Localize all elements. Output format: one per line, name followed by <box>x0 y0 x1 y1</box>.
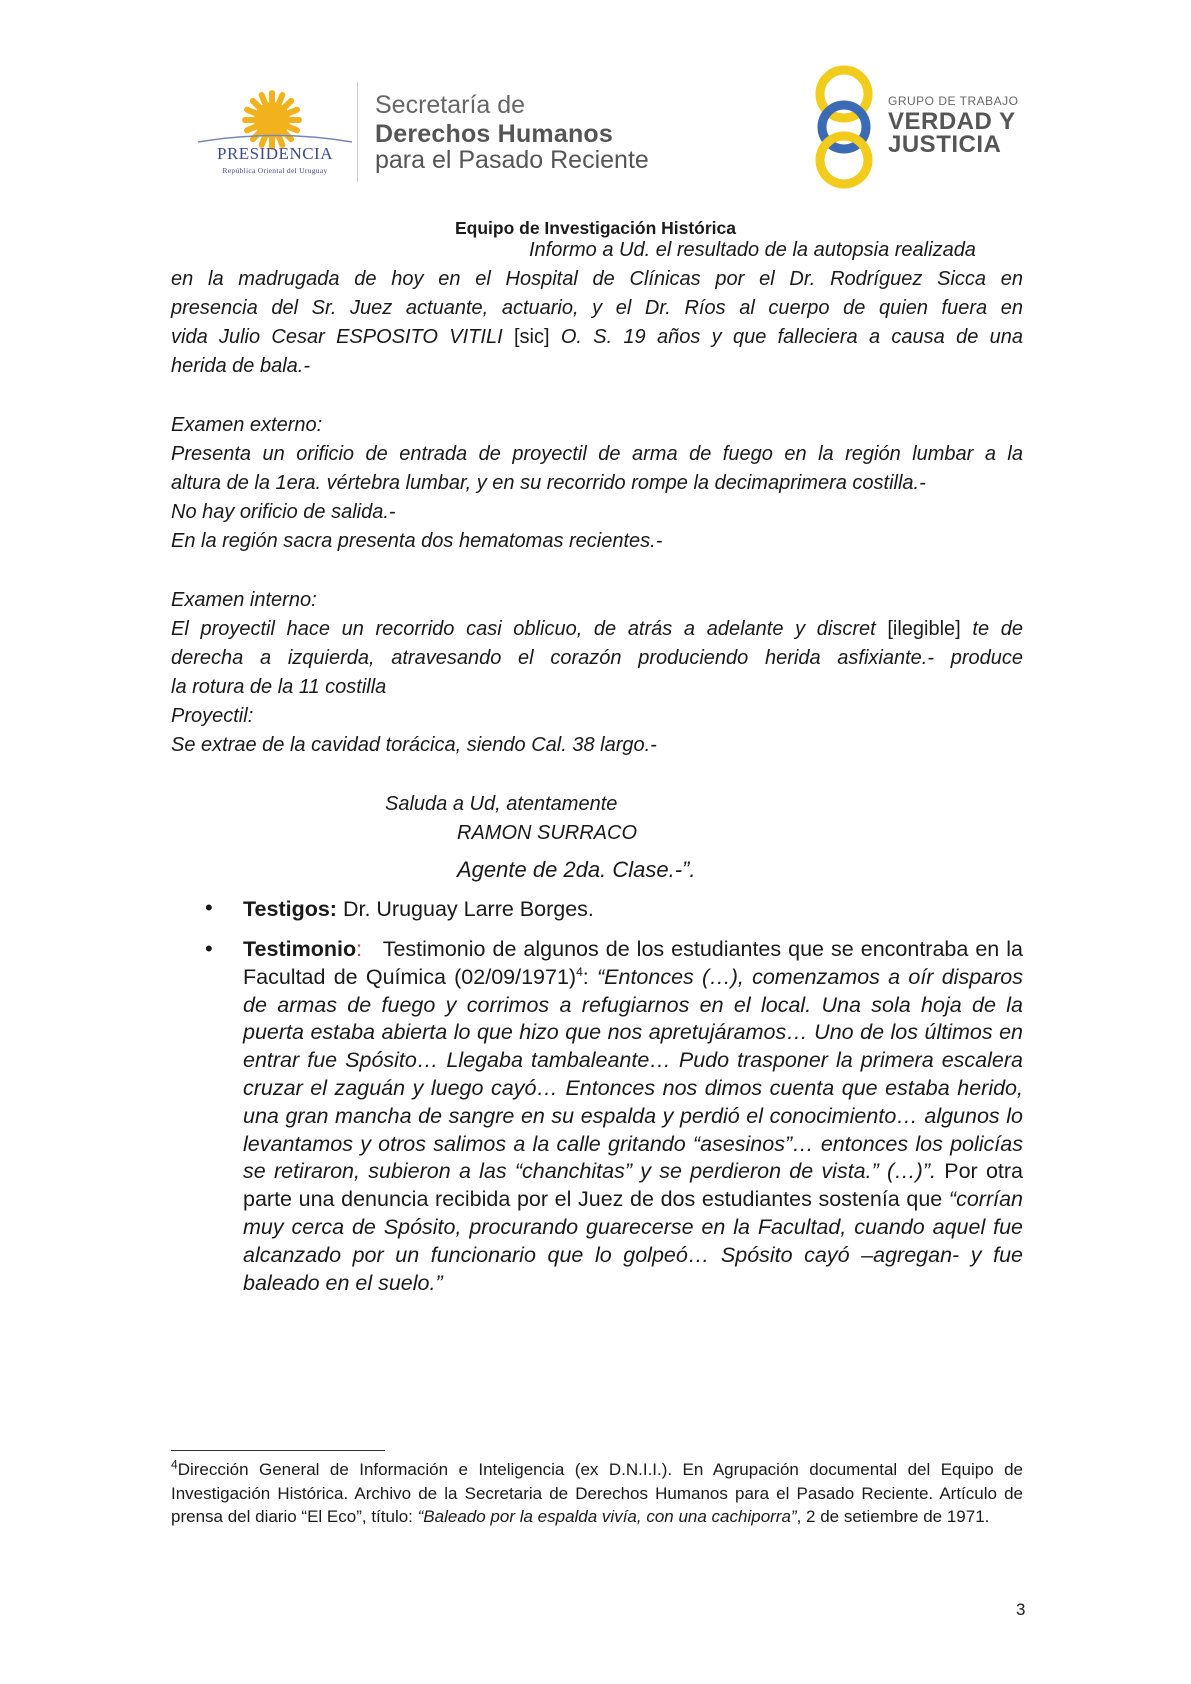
closing: Saluda a Ud, atentamente <box>385 793 618 815</box>
bullet-marker: • <box>205 936 213 961</box>
report-line: herida de bala.- <box>171 355 310 377</box>
presidencia-logo-text: PRESIDENCIA <box>216 144 333 163</box>
section-title: Examen interno: <box>171 589 317 611</box>
gtvj-line-3: JUSTICIA <box>888 131 1002 158</box>
presidencia-logo-subtitle: República Oriental del Uruguay <box>222 166 328 175</box>
report-line: derecha a izquierda, atravesando el corazón produciendo herida asfixiante.- produce <box>171 647 1023 669</box>
team-title: Equipo de Investigación Histórica <box>454 218 737 238</box>
footnote: $^4$Dirección General de Información e Inteligencia (ex D.N.I.I.). En Agrupación documental del Equipo de Investigación Histórica. Archivo de la Secretaria de Derechos Humanos para el Pasado Reciente. Artículo de prensa del diario “El Eco”, título: “Baleado por la espalda vivía, con una cachiporra”, 2 de setiembre de 1971. <box>171 1457 1023 1526</box>
secretaria-line-1: Secretaría de <box>375 91 526 119</box>
report-line: El proyectil hace un recorrido casi oblicuo, de atrás a adelante y discret [ilegible] te de <box>171 618 1024 640</box>
report-line: Se extrae de la cavidad torácica, siendo Cal. 38 largo.- <box>171 734 657 756</box>
testimonio-intro: Testimonio de algunos de los estudiantes que se encontraba en la Facultad de Química (02/09/1971) <box>243 937 1023 989</box>
footnote-article-title: “Baleado por la espalda vivía, con una cachiporra” <box>417 1507 797 1526</box>
report-line: altura de la 1era. vértebra lumbar, y en su recorrido rompe la decimaprimera costilla.- <box>171 472 926 494</box>
report-line: En la región sacra presenta dos hematomas recientes.- <box>171 530 663 552</box>
examen-externo <box>171 411 1023 556</box>
report-intro <box>171 236 1023 381</box>
presidencia-arc <box>196 133 354 143</box>
page-number: 3 <box>1016 1600 1026 1619</box>
signer-name: RAMON SURRACO <box>457 822 638 844</box>
verdad-justicia-rings-icon <box>812 62 876 192</box>
bullet-marker: • <box>205 895 213 920</box>
section-title: Examen externo: <box>171 414 323 436</box>
examen-interno <box>171 586 1023 760</box>
section-title: Proyectil: <box>171 705 254 727</box>
gtvj-line-1: GRUPO DE TRABAJO <box>888 94 1019 108</box>
report-line: vida Julio Cesar ESPOSITO VITILI [sic] O. S. 19 años y que falleciera a causa de una <box>171 326 1023 348</box>
testigos-text: Dr. Uruguay Larre Borges. <box>342 897 594 921</box>
header-divider <box>357 82 358 182</box>
footnote-number: 4 <box>171 1457 178 1472</box>
footnote-rule <box>171 1450 385 1451</box>
footnote-ref: 4 <box>576 964 583 979</box>
report-line: en la madrugada de hoy en el Hospital de Clínicas por el Dr. Rodríguez Sicca en <box>171 268 1023 290</box>
report-line: Informo a Ud. el resultado de la autopsia realizada <box>529 239 976 261</box>
testigos-item <box>243 896 1023 924</box>
secretaria-line-3: para el Pasado Reciente <box>375 146 649 174</box>
secretaria-line-2: Derechos Humanos <box>375 120 613 148</box>
testimonio-label: Testimonio <box>243 937 357 961</box>
middle-text: Por otra parte una denuncia recibida por el Juez de dos estudiantes sostenía que <box>243 1159 1023 1212</box>
report-line: Presenta un orificio de entrada de proyectil de arma de fuego en la región lumbar a la <box>171 443 1023 465</box>
testigos-label: Testigos: <box>243 897 337 921</box>
signer-rank: Agente de 2da. Clase.-”. <box>457 857 696 882</box>
report-line: No hay orificio de salida.- <box>171 501 396 523</box>
gtvj-line-2: VERDAD Y <box>888 108 1016 135</box>
report-line: la rotura de la 11 costilla <box>171 676 387 698</box>
ilegible-note: [ilegible] <box>887 618 961 640</box>
sic-note: [sic] <box>513 326 550 348</box>
quote-2: “corrían muy cerca de Spósito, procurando guarecerse en la Facultad, cuando aquel fue alcanzado por un funcionario que lo golpeó… Spósito cayó –agregan- y fue baleado en el suelo.” <box>243 1187 1023 1295</box>
testimonio-item: Testimonio: Testimonio de algunos de los estudiantes que se encontraba en la Facultad de Química $(02/09/1971)^4$: “Entonces (…), comenzamos a oír disparos de armas de fuego y corrimos a refugiarnos en el local. Una sola hoja de la puerta estaba abierta lo que hizo que nos apretujáramos… Uno de los últimos en entrar fue Spósito… Llegaba tambaleante… Pudo trasponer la primera escalera cruzar el zaguán y luego cayó… Entonces nos dimos cuenta que estaba herido, una gran mancha de sangre en su espalda y perdió el conocimiento… algunos lo levantamos y otros salimos a la calle gritando “asesinos”… entonces los policías se retiraron, subieron a las “chanchitas” y se perdieron de vista.” (…)”. Por otra parte una denuncia recibida por el Juez de dos estudiantes sostenía que “corrían muy cerca de Spósito, procurando guarecerse en la Facultad, cuando aquel fue alcanzado por un funcionario que lo golpeó… Spósito cayó –agregan- y fue baleado en el suelo.” <box>243 937 1023 1295</box>
quote-1: “Entonces (…), comenzamos a oír disparos de armas de fuego y corrimos a refugiarnos en el local. Una sola hoja de la puerta estaba abierta lo que hizo que nos apretujáramos… Uno de los últimos en entrar fue Spósito… Llegaba tambaleante… Pudo trasponer la primera escalera cruzar el zaguán y luego cayó… Entonces nos dimos cuenta que estaba herido, una gran mancha de sangre en su espalda y perdió el conocimiento… algunos lo levantamos y otros salimos a la calle gritando “asesinos”… entonces los policías se retiraron, subieron a las “chanchitas” y se perdieron de vista.” (…)”. <box>243 964 1023 1184</box>
report-line: presencia del Sr. Juez actuante, actuario, y el Dr. Ríos al cuerpo de quien fuera en <box>171 297 1023 319</box>
